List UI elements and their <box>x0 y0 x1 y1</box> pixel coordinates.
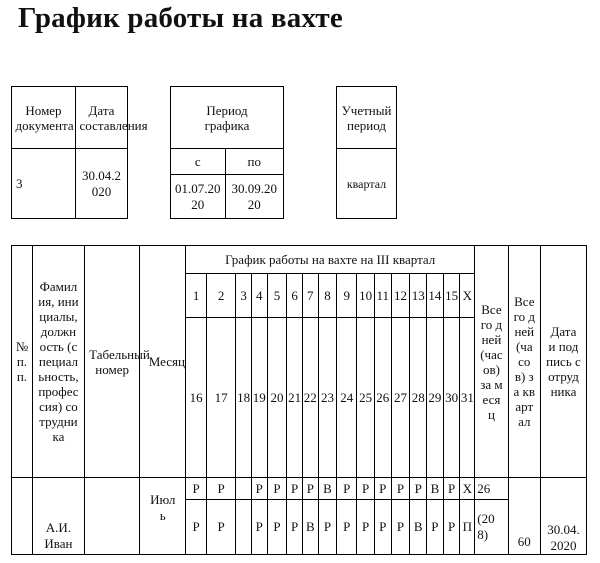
schedule-cell <box>236 478 252 500</box>
schedule-cell: Р <box>410 478 427 500</box>
schedule-cell: Р <box>427 500 444 555</box>
period-from-label: с <box>171 149 226 175</box>
period-to-label: по <box>225 149 284 175</box>
day-number: 10 <box>357 274 375 318</box>
personnel-number-cell <box>85 478 140 555</box>
document-date: 30.04.2020 <box>82 167 121 199</box>
schedule-cell: Р <box>302 478 318 500</box>
day-number: 4 <box>251 274 267 318</box>
schedule-cell: Р <box>357 500 375 555</box>
schedule-cell: Р <box>391 500 410 555</box>
day-number: 31 <box>460 318 475 478</box>
day-number: 21 <box>287 318 303 478</box>
schedule-cell: Р <box>337 478 357 500</box>
schedule-cell: В <box>318 478 337 500</box>
table-row <box>12 478 587 500</box>
day-number: 19 <box>251 318 267 478</box>
schedule-cell: Р <box>251 500 267 555</box>
quarter-total: 60 <box>517 534 531 549</box>
period-label: Период графика <box>204 102 250 133</box>
row-number-cell <box>12 478 33 555</box>
document-number-label: Номер документа <box>15 102 74 133</box>
period-to-date: 30.09.2020 <box>231 180 277 212</box>
day-number: 23 <box>318 318 337 478</box>
schedule-cell: П <box>460 500 475 555</box>
page-title: График работы на вахте <box>18 2 343 34</box>
schedule-cell: Р <box>318 500 337 555</box>
day-number: 3 <box>236 274 252 318</box>
day-number: 11 <box>374 274 391 318</box>
day-number: 27 <box>391 318 410 478</box>
day-number: 17 <box>207 318 236 478</box>
schedule-cell: Р <box>357 478 375 500</box>
schedule-cell: Р <box>337 500 357 555</box>
schedule-cell: Р <box>186 500 207 555</box>
schedule-cell: В <box>410 500 427 555</box>
col-schedule-group: График работы на вахте на III квартал <box>186 246 475 274</box>
schedule-table <box>11 245 587 555</box>
day-number: 12 <box>391 274 410 318</box>
day-number: 9 <box>337 274 357 318</box>
schedule-cell: Р <box>287 500 303 555</box>
day-number: 7 <box>302 274 318 318</box>
day-number: 6 <box>287 274 303 318</box>
day-number: 30 <box>443 318 460 478</box>
schedule-cell: Р <box>207 478 236 500</box>
period-from-date: 01.07.2020 <box>175 180 221 212</box>
day-number: 20 <box>267 318 287 478</box>
day-number: 14 <box>427 274 444 318</box>
day-number: 28 <box>410 318 427 478</box>
day-number: 26 <box>374 318 391 478</box>
month-name: Июль <box>150 492 176 523</box>
day-number: 24 <box>337 318 357 478</box>
day-number: 5 <box>267 274 287 318</box>
schedule-cell: Р <box>207 500 236 555</box>
col-personnel-number: Табельный номер <box>89 346 150 377</box>
schedule-cell: Р <box>287 478 303 500</box>
schedule-cell: Р <box>267 478 287 500</box>
day-number: 22 <box>302 318 318 478</box>
schedule-cell: Р <box>374 478 391 500</box>
day-number: 18 <box>236 318 252 478</box>
day-number: 25 <box>357 318 375 478</box>
day-number: 13 <box>410 274 427 318</box>
document-number: 3 <box>16 175 23 191</box>
schedule-cell: Р <box>186 478 207 500</box>
accounting-period-label: Учетный период <box>341 102 392 133</box>
document-date-label: Дата составления <box>79 102 148 133</box>
schedule-cell: Р <box>443 500 460 555</box>
day-number: 8 <box>318 274 337 318</box>
employee-name: А.И. Иван <box>44 520 73 551</box>
schedule-cell: Х <box>460 478 475 500</box>
schedule-cell: Р <box>374 500 391 555</box>
schedule-cell <box>236 500 252 555</box>
day-number: 15 <box>443 274 460 318</box>
accounting-period-value: квартал <box>337 149 397 219</box>
schedule-cell: В <box>427 478 444 500</box>
day-number: 1 <box>186 274 207 318</box>
col-row-number: № п.п. <box>15 339 29 384</box>
day-number: Х <box>460 274 475 318</box>
col-date-signature: Дата и подпись сотрудника <box>546 324 581 399</box>
day-number: 29 <box>427 318 444 478</box>
schedule-cell: Р <box>443 478 460 500</box>
schedule-cell: Р <box>267 500 287 555</box>
col-month: Месяц <box>148 354 185 369</box>
month-total-days: 26 <box>475 478 508 500</box>
day-number: 2 <box>207 274 236 318</box>
col-total-month: Всего дней (часов) за месяц <box>480 301 503 422</box>
schedule-cell: Р <box>251 478 267 500</box>
month-total-hours: (208) <box>477 511 495 542</box>
day-number: 16 <box>186 318 207 478</box>
schedule-cell: В <box>302 500 318 555</box>
col-total-quarter: Всего дней (часов) за квартал <box>513 294 536 429</box>
signature-date: 30.04.2020 <box>547 522 580 553</box>
col-employee-name: Фамилия, инициалы, должность (специальность, профессия) сотрудника <box>38 279 79 444</box>
schedule-cell: Р <box>391 478 410 500</box>
